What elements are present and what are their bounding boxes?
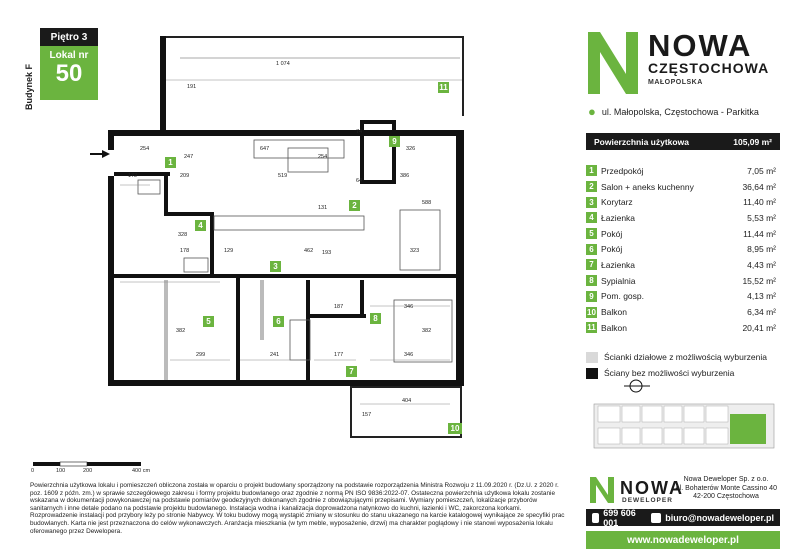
site-minimap bbox=[588, 378, 780, 450]
room-marker: 7 bbox=[346, 366, 357, 377]
list-item bbox=[586, 304, 780, 320]
legend-swatch bbox=[586, 352, 598, 363]
dim-label: 157 bbox=[362, 412, 372, 418]
room-area: 11,40 m² bbox=[743, 197, 776, 208]
email-address[interactable]: biuro@nowadeweloper.pl bbox=[665, 512, 774, 523]
room-marker: 10 bbox=[448, 423, 462, 434]
room-name: Pokój bbox=[601, 228, 623, 239]
phone-number[interactable]: 699 606 001 bbox=[603, 507, 636, 528]
list-item bbox=[586, 273, 780, 289]
legend-swatch bbox=[586, 368, 598, 379]
room-list bbox=[586, 163, 780, 336]
list-item bbox=[586, 289, 780, 305]
contact-bar bbox=[586, 509, 780, 526]
website-link[interactable]: www.nowadeweloper.pl bbox=[586, 531, 780, 549]
legal-footnote: Powierzchnia użytkowa lokalu i pomieszczeń obliczona została w oparciu o projekt budowlany sporządzony na podstawie rozporządzenia Ministra Rozwoju z 11.09.2020 r. (Dz.U. z 2020 r. poz. 1609 z późn. zm.) w sprawie szczegółowego zakresu i formy projektu budowlanego oraz zgodnie z normą PN ISO 9836:2022-07. Ostateczna powierzchnia użytkowa lokalu zostanie wskazana w dokumentacji powykonawczej na podstawie pomiarów geodezyjnych dokonanych zgodnie z obowiązującymi przepisami. Wymiary pomieszczeń, lokalizacje przyborów sanitarnych i inne detale podano na podstawie projektu budowlanego. Instalacja wodna i kanalizacja doprowadzona natynkowo do kuchni, łazienki i WC, zakorczona korkami. Rozprowadzenie instalacji pod przybory leży po stronie Nabywcy. W toku budowy mogą wystąpić zmiany w stosunku do stanu ukazanego na karcie katalogowej wynikające ze specyfiki prac budowlanych. Karta nie jest przeznaczona do celów wykonawczych. Aranżacja mieszkania (w tym meble, wyposażenie, drzwi) ma charakter poglądowy i nie stanowi wyposażenia lokalu oferowanego przez Dewelopera. bbox=[30, 482, 565, 535]
room-number: 6 bbox=[586, 244, 597, 255]
phone-contact[interactable] bbox=[586, 508, 645, 528]
address-line: 42-200 Częstochowa bbox=[693, 493, 759, 500]
room-marker: 8 bbox=[370, 313, 381, 324]
scale-tick: 0 bbox=[31, 468, 35, 474]
list-item bbox=[586, 163, 780, 179]
dim-label: 386 bbox=[400, 173, 410, 179]
dim-label: 254 bbox=[140, 146, 150, 152]
dim-label: 247 bbox=[184, 154, 194, 160]
dim-label: 346 bbox=[404, 304, 414, 310]
floor-plan bbox=[30, 30, 480, 450]
room-area: 4,13 m² bbox=[747, 291, 776, 302]
address-line: Al. Bohaterów Monte Cassino 40 bbox=[675, 484, 777, 492]
address-line: Nowa Deweloper Sp. z o.o. bbox=[683, 476, 769, 483]
room-name: Korytarz bbox=[601, 197, 633, 208]
room-area: 8,95 m² bbox=[747, 244, 776, 255]
address-text: ul. Małopolska, Częstochowa - Parkitka bbox=[601, 106, 759, 117]
dim-label: 191 bbox=[187, 84, 197, 90]
room-name: Przedpokój bbox=[601, 165, 644, 176]
dim-label: 647 bbox=[260, 146, 270, 152]
dim-label: 326 bbox=[406, 146, 416, 152]
dim-label: 404 bbox=[402, 398, 412, 404]
dim-label: 131 bbox=[318, 205, 328, 211]
dim-label: 187 bbox=[334, 304, 344, 310]
room-name: Łazienka bbox=[601, 259, 636, 270]
dim-label: 172 bbox=[128, 173, 138, 179]
list-item bbox=[586, 194, 780, 210]
scale-tick: 200 bbox=[83, 468, 93, 474]
room-area: 15,52 m² bbox=[742, 275, 776, 286]
room-number: 9 bbox=[586, 291, 597, 302]
legend-item bbox=[586, 349, 780, 365]
room-marker: 9 bbox=[389, 136, 400, 147]
dim-label: 193 bbox=[322, 250, 332, 256]
dim-label: 519 bbox=[278, 173, 288, 179]
room-name: Pom. gosp. bbox=[601, 291, 644, 302]
dim-label: 177 bbox=[334, 352, 344, 358]
room-area: 36,64 m² bbox=[742, 181, 776, 192]
legend bbox=[586, 349, 780, 381]
room-area: 5,53 m² bbox=[747, 212, 776, 223]
location-pin-icon: ● bbox=[588, 104, 596, 119]
room-number: 4 bbox=[586, 212, 597, 223]
dim-label: 346 bbox=[404, 352, 414, 358]
dim-label: 129 bbox=[224, 248, 234, 254]
dim-label: 462 bbox=[304, 248, 314, 254]
room-number: 1 bbox=[586, 165, 597, 176]
scale-tick: 400 cm bbox=[132, 468, 151, 474]
room-marker: 11 bbox=[439, 83, 448, 92]
email-contact[interactable] bbox=[645, 513, 780, 523]
room-number: 3 bbox=[586, 197, 597, 208]
room-number: 5 bbox=[586, 228, 597, 239]
room-name: Sypialnia bbox=[601, 275, 636, 286]
developer-subtitle: DEWELOPER bbox=[622, 497, 673, 504]
room-marker: 2 bbox=[349, 200, 360, 211]
list-item bbox=[586, 210, 780, 226]
dim-label: 1 074 bbox=[276, 61, 290, 67]
room-area: 7,05 m² bbox=[747, 165, 776, 176]
dim-label: 323 bbox=[410, 248, 420, 254]
legend-label: Ścianki działowe z możliwością wyburzenia bbox=[604, 352, 767, 362]
address-line bbox=[588, 104, 759, 119]
dim-label: 328 bbox=[178, 232, 188, 238]
total-area-value: 105,09 m² bbox=[733, 136, 772, 147]
logo-subtitle: CZĘSTOCHOWA bbox=[648, 60, 770, 76]
developer-address bbox=[670, 476, 782, 502]
room-marker: 6 bbox=[273, 316, 284, 327]
logo-region: MAŁOPOLSKA bbox=[648, 79, 703, 86]
room-name: Pokój bbox=[601, 244, 623, 255]
room-name: Salon + aneks kuchenny bbox=[601, 181, 694, 192]
room-name: Balkon bbox=[601, 322, 627, 333]
dim-label: 178 bbox=[180, 248, 190, 254]
room-area: 6,34 m² bbox=[747, 307, 776, 318]
dim-label: 382 bbox=[422, 328, 432, 334]
unit-label: Lokal nr bbox=[49, 50, 89, 61]
list-item bbox=[586, 257, 780, 273]
room-number: 10 bbox=[587, 307, 596, 317]
room-number: 7 bbox=[586, 259, 597, 270]
dim-label: 299 bbox=[196, 352, 206, 358]
dim-label: 209 bbox=[180, 173, 190, 179]
dim-label: 74 bbox=[356, 129, 363, 135]
room-area: 4,43 m² bbox=[747, 259, 776, 270]
dim-label: 64 bbox=[356, 178, 363, 184]
list-item bbox=[586, 241, 780, 257]
room-marker: 3 bbox=[270, 261, 281, 272]
list-item bbox=[586, 226, 780, 242]
total-area-label: Powierzchnia użytkowa bbox=[594, 136, 689, 147]
room-number: 2 bbox=[586, 181, 597, 192]
logo-title: NOWA bbox=[648, 28, 753, 63]
room-name: Balkon bbox=[601, 307, 627, 318]
room-area: 20,41 m² bbox=[742, 322, 776, 333]
building-label: Budynek F bbox=[24, 63, 34, 110]
list-item bbox=[586, 179, 780, 195]
scale-tick: 100 bbox=[56, 468, 66, 474]
mail-icon bbox=[651, 513, 661, 523]
room-number: 11 bbox=[587, 323, 596, 333]
dim-label: 241 bbox=[270, 352, 280, 358]
phone-icon bbox=[592, 513, 599, 523]
legend-label: Ściany bez możliwości wyburzenia bbox=[604, 368, 735, 378]
room-number: 8 bbox=[586, 275, 597, 286]
room-name: Łazienka bbox=[601, 212, 636, 223]
list-item bbox=[586, 320, 780, 336]
unit-number: 50 bbox=[55, 60, 83, 87]
room-marker: 1 bbox=[165, 157, 176, 168]
room-marker: 4 bbox=[195, 220, 206, 231]
room-marker: 5 bbox=[203, 316, 214, 327]
dim-label: 254 bbox=[318, 154, 328, 160]
total-area-header bbox=[586, 133, 780, 150]
room-area: 11,44 m² bbox=[743, 228, 776, 239]
developer-name: NOWA bbox=[620, 478, 684, 498]
dim-label: 382 bbox=[176, 328, 186, 334]
dim-label: 588 bbox=[422, 200, 432, 206]
floor-badge: Piętro 3 bbox=[40, 28, 98, 46]
